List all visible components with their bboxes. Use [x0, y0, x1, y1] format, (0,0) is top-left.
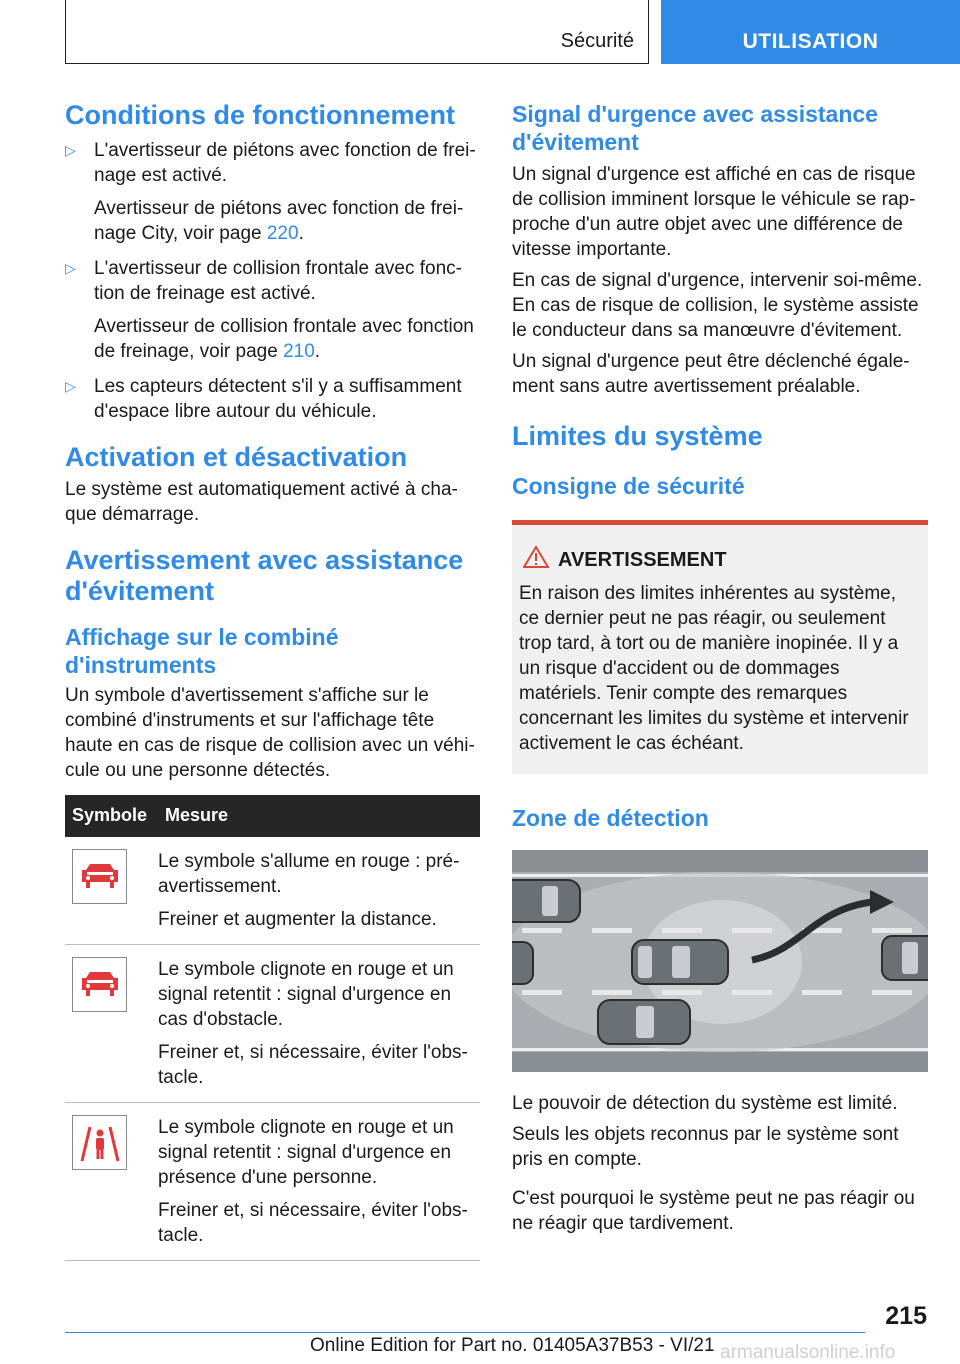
mesure-line: Le symbole clignote en rouge et un signal retentit : signal d'urgence en cas d'obstacle.: [158, 959, 454, 1030]
col-header-mesure: Mesure: [158, 795, 480, 837]
condition-text: Les capteurs détectent s'il y a suffisamment d'espace libre autour du véhicule.: [94, 376, 462, 422]
footer-edition: Online Edition for Part no. 01405A37B53 - VI/21: [310, 1335, 715, 1356]
page-link[interactable]: 210: [283, 341, 315, 362]
signal-paragraph: En cas de signal d'urgence, intervenir soi-même. En cas de risque de collision, le système assiste le conducteur dans sa manœuvre d'évitement.: [512, 270, 923, 341]
footer-divider: [65, 1332, 865, 1333]
heading-activation: Activation et désactivation: [65, 442, 408, 472]
symbol-table: [65, 795, 480, 1261]
zone-paragraph: Le pouvoir de détection du système est limité.: [512, 1093, 898, 1114]
mesure-line: Le symbole clignote en rouge et un signal retentit : signal d'urgence en présence d'une personne.: [158, 1117, 454, 1188]
signal-paragraph: Un signal d'urgence est affiché en cas de risque de collision imminent lorsque le véhicule se rapproche d'un autre objet avec une différence de vitesse importante.: [512, 164, 916, 260]
table-row: [65, 945, 480, 1103]
col-header-symbol: Symbole: [65, 795, 158, 837]
warning-text: En raison des limites inhérentes au système, ce dernier peut ne pas réagir, ou seulement trop tard, à tort ou de manière inopinée. Il y a un risque d'accident ou de dommages matériels. Tenir compte des remarques concernant les limites du système et intervenir activement le cas échéant.: [519, 583, 909, 754]
heading-consigne: Consigne de sécurité: [512, 473, 745, 499]
heading-limites: Limites du système: [512, 421, 763, 451]
watermark: armanualsonline.info: [720, 1342, 896, 1363]
bullet-triangle-icon: ▷: [65, 378, 76, 394]
condition-text: L'avertisseur de collision frontale avec fonction de freinage est activé.: [94, 258, 462, 304]
warning-box: [512, 520, 928, 774]
heading-zone: Zone de détection: [512, 805, 709, 831]
mesure-line: Freiner et, si nécessaire, éviter l'obstacle.: [158, 1200, 468, 1246]
signal-paragraph: Un signal d'urgence peut être déclenché également sans autre avertissement préalable.: [512, 351, 910, 397]
section-title: Sécurité: [560, 30, 634, 52]
heading-affichage: Affichage sur le combiné d'instruments: [65, 624, 339, 678]
page-link[interactable]: 220: [266, 223, 299, 244]
heading-conditions: Conditions de fonctionnement: [65, 100, 455, 130]
mesure-line: Le symbole s'allume en rouge : préavertissement.: [158, 851, 460, 897]
condition-item: [65, 138, 480, 246]
condition-subtext: Avertisseur de collision frontale avec fonction de freinage, voir page 210.: [94, 316, 474, 362]
table-row: [65, 837, 480, 945]
zone-paragraph: C'est pourquoi le système peut ne pas réagir ou ne réagir que tardivement.: [512, 1188, 915, 1234]
warning-title: AVERTISSEMENT: [558, 547, 921, 573]
detection-zone-illustration: [512, 850, 928, 1077]
pedestrian-warning-icon: [72, 1115, 127, 1170]
heading-signal: Signal d'urgence avec assistance d'évitement: [512, 101, 878, 155]
zone-paragraph: Seuls les objets reconnus par le système sont pris en compte.: [512, 1124, 899, 1170]
condition-item: [65, 256, 480, 364]
chapter-tab: UTILISATION: [661, 0, 960, 64]
car-warning-icon: [72, 849, 127, 904]
mesure-line: Freiner et augmenter la distance.: [158, 909, 437, 930]
car-warning-icon: [72, 957, 127, 1012]
affichage-text: Un symbole d'avertissement s'affiche sur le combiné d'instruments et sur l'affichage tête haute en cas de risque de collision avec un véhicule ou une personne détectés.: [65, 685, 475, 781]
bullet-triangle-icon: ▷: [65, 260, 76, 276]
condition-item: [65, 374, 480, 424]
mesure-line: Freiner et, si nécessaire, éviter l'obstacle.: [158, 1042, 468, 1088]
table-row: [65, 1103, 480, 1261]
bullet-triangle-icon: ▷: [65, 142, 76, 158]
page-number: 215: [885, 1302, 927, 1330]
right-column: [512, 100, 928, 1236]
warning-triangle-icon: [523, 546, 549, 568]
left-column: [65, 100, 480, 1261]
condition-subtext: Avertisseur de piétons avec fonction de freinage City, voir page 220.: [94, 198, 464, 244]
header-section-box: [65, 0, 649, 64]
activation-text: Le système est automatiquement activé à chaque démarrage.: [65, 479, 458, 525]
heading-avertissement: Avertissement avec assistance d'évitement: [65, 545, 464, 606]
condition-text: L'avertisseur de piétons avec fonction de freinage est activé.: [94, 140, 476, 186]
